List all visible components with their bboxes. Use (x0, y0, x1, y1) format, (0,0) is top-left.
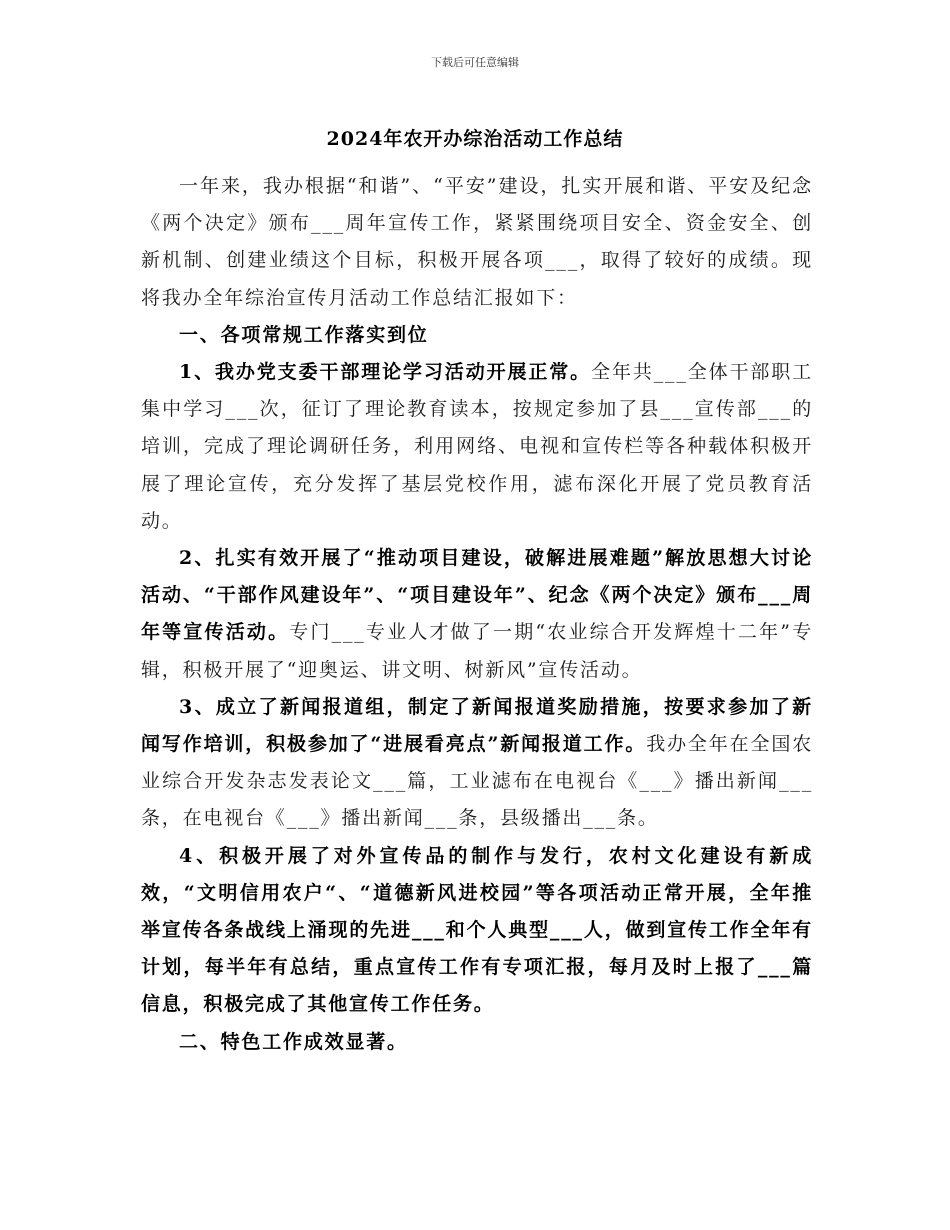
item-paragraph-3 (141, 689, 813, 838)
paragraph-text: 一年来，我办根据“和谐”、“平安”建设，扎实开展和谐、平安及纪念《两个决定》颁布___周年宣传工作，紧紧围绕项目安全、资金安全、创新机制、创建业绩这个目标，积极开展各项___，取得了较好的成绩。现将我办全年综治宣传月活动工作总结汇报如下： (141, 175, 813, 309)
item-paragraph-1 (141, 354, 813, 540)
item-text: 我办全年在全国农业综合开发杂志发表论文___篇，工业滤布在电视台《___》播出新闻___条，在电视台《___》播出新闻___条，县级播出___条。 (141, 733, 813, 830)
section-heading-2 (141, 1024, 813, 1061)
item-lead: 4、积极开展了对外宣传品的制作与发行，农村文化建设有新成效，“文明信用农户“、“道德新风进校园”等各项活动正常开展，全年推举宣传各条战线上涌现的先进___和个人典型___人，做到宣传工作全年有计划，每半年有总结，重点宣传工作有专项汇报，每月及时上报了___篇信息，积极完成了其他宣传工作任务。 (141, 844, 813, 1016)
item-paragraph-4 (141, 838, 813, 1024)
item-lead: 3、成立了新闻报道组，制定了新闻报道奖励措施，按要求参加了新闻写作培训，积极参加了“进展看亮点”新闻报道工作。 (141, 695, 813, 756)
intro-paragraph (141, 168, 813, 317)
section-heading-1 (141, 317, 813, 354)
item-lead: 1、我办党支委干部理论学习活动开展正常。 (179, 361, 592, 384)
item-paragraph-2 (141, 540, 813, 689)
page-header: 下载后可任意编辑 (431, 56, 519, 69)
item-text: 专门___专业人才做了一期“农业综合开发辉煌十二年”专辑，积极开展了“迎奥运、讲文明、树新风”宣传活动。 (141, 621, 813, 681)
heading-text: 二、特色工作成效显著。 (179, 1030, 408, 1053)
item-text: 全年共___全体干部职工集中学习___次，征订了理论教育读本，按规定参加了县___宣传部___的培训，完成了理论调研任务，利用网络、电视和宣传栏等各种载体积极开展了理论宣传，充分发挥了基层党校作用，滤布深化开展了党员教育活动。 (141, 361, 813, 532)
document-body (141, 168, 813, 1061)
heading-text: 一、各项常规工作落实到位 (179, 323, 429, 346)
document-title: 2024年农开办综治活动工作总结 (326, 128, 624, 150)
item-lead: 2、扎实有效开展了“推动项目建设，破解进展难题”解放思想大讨论活动、“干部作风建设年”、“项目建设年”、纪念《两个决定》颁布___周年等宣传活动。 (141, 547, 813, 644)
